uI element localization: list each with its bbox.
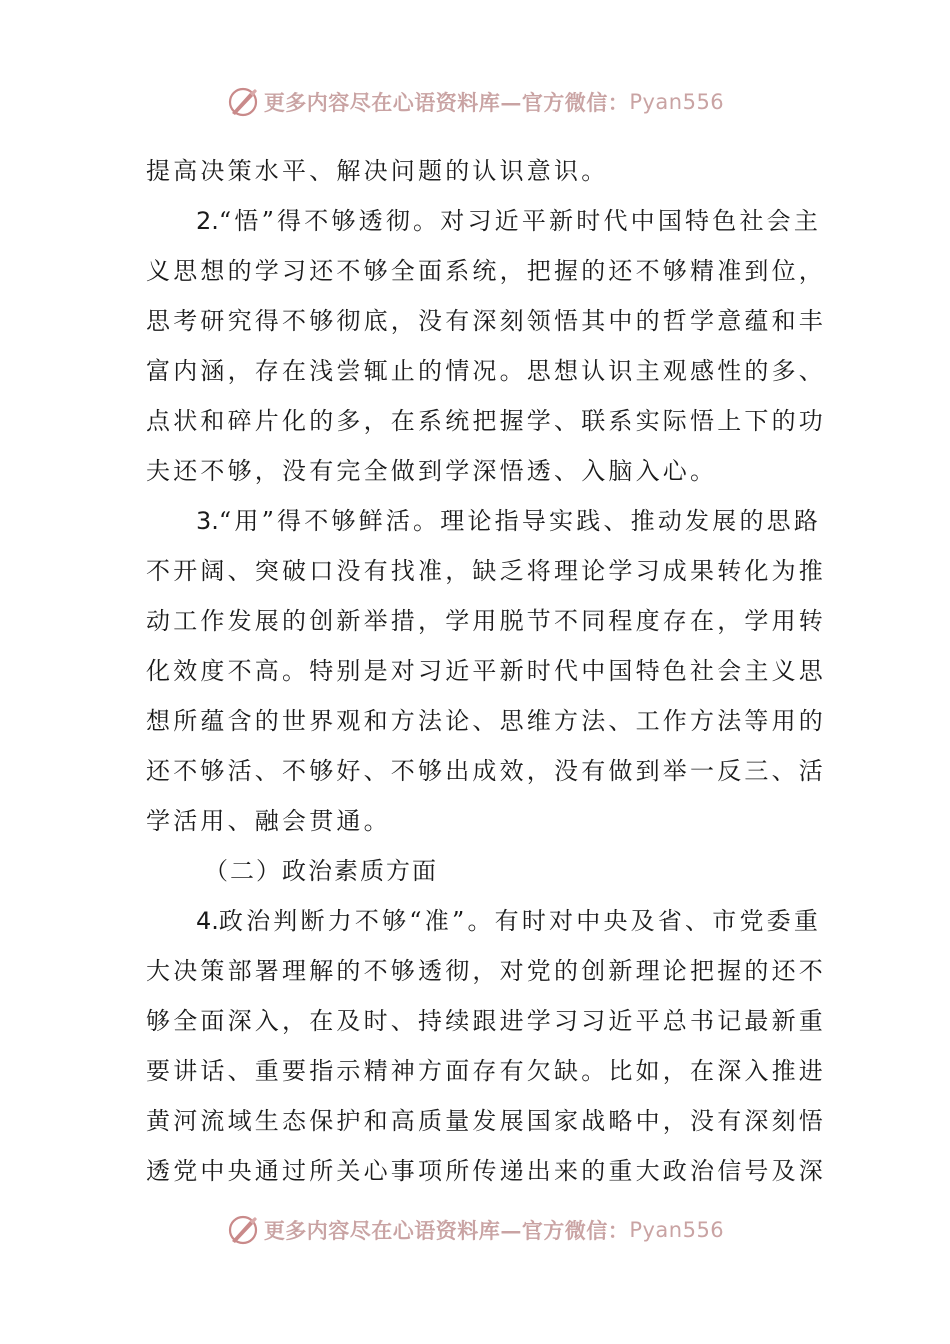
- pen-logo-icon: [226, 85, 260, 119]
- text-line: 大决策部署理解的不够透彻，对党的创新理论把握的还不: [146, 957, 826, 985]
- item-3-title-line: [146, 496, 822, 546]
- item-number: 4.: [196, 907, 219, 935]
- text-line: 思考研究得不够彻底，没有深刻领悟其中的哲学意蕴和丰: [146, 307, 826, 335]
- banner-wechat-id: Pyan556: [629, 1218, 725, 1242]
- text-line: 富内涵，存在浅尝辄止的情况。思想认识主观感性的多、: [146, 357, 826, 385]
- text-line: 义思想的学习还不够全面系统，把握的还不够精准到位，: [146, 257, 826, 285]
- item-number: 2.: [196, 207, 219, 235]
- footer-watermark: [0, 1208, 950, 1252]
- text-line: 动工作发展的创新举措，学用脱节不同程度存在，学用转: [146, 607, 826, 635]
- text-line: “悟”得不够透彻。对习近平新时代中国特色社会主: [218, 207, 822, 235]
- item-number: 3.: [196, 507, 219, 535]
- text-line: 点状和碎片化的多，在系统把握学、联系实际悟上下的功: [146, 407, 826, 435]
- document-body: [146, 146, 826, 1196]
- text-line: 透党中央通过所关心事项所传递出来的重大政治信号及深: [146, 1157, 826, 1185]
- text-line: 黄河流域生态保护和高质量发展国家战略中，没有深刻悟: [146, 1107, 826, 1135]
- item-4-title-line: [146, 896, 822, 946]
- banner-wechat-label: 官方微信：: [521, 90, 630, 115]
- text-line: 不开阔、突破口没有找准，缺乏将理论学习成果转化为推: [146, 557, 826, 585]
- text-line: 政治判断力不够“准”。有时对中央及省、市党委重: [218, 907, 822, 935]
- text-line: 学活用、融会贯通。: [146, 807, 391, 835]
- banner-dash: —: [500, 89, 522, 115]
- pen-logo-icon: [226, 1213, 260, 1247]
- banner-dash: —: [500, 1217, 522, 1243]
- text-line: 夫还不够，没有完全做到学深悟透、入脑入心。: [146, 457, 718, 485]
- header-watermark: [0, 80, 950, 124]
- text-line: 还不够活、不够好、不够出成效，没有做到举一反三、活: [146, 757, 826, 785]
- section-heading: （二）政治素质方面: [204, 857, 438, 885]
- text-line: 要讲话、重要指示精神方面存有欠缺。比如，在深入推进: [146, 1057, 826, 1085]
- banner-wechat-id: Pyan556: [629, 90, 725, 114]
- banner-brand: 更多内容尽在心语资料库: [263, 90, 501, 115]
- text-line: 够全面深入，在及时、持续跟进学习习近平总书记最新重: [146, 1007, 826, 1035]
- text-line: 提高决策水平、解决问题的认识意识。: [146, 157, 609, 185]
- text-line: 想所蕴含的世界观和方法论、思维方法、工作方法等用的: [146, 707, 826, 735]
- banner-wechat-label: 官方微信：: [521, 1218, 630, 1243]
- item-2-title-line: [146, 196, 822, 246]
- banner-brand: 更多内容尽在心语资料库: [263, 1218, 501, 1243]
- text-line: 化效度不高。特别是对习近平新时代中国特色社会主义思: [146, 657, 826, 685]
- text-line: “用”得不够鲜活。理论指导实践、推动发展的思路: [218, 507, 822, 535]
